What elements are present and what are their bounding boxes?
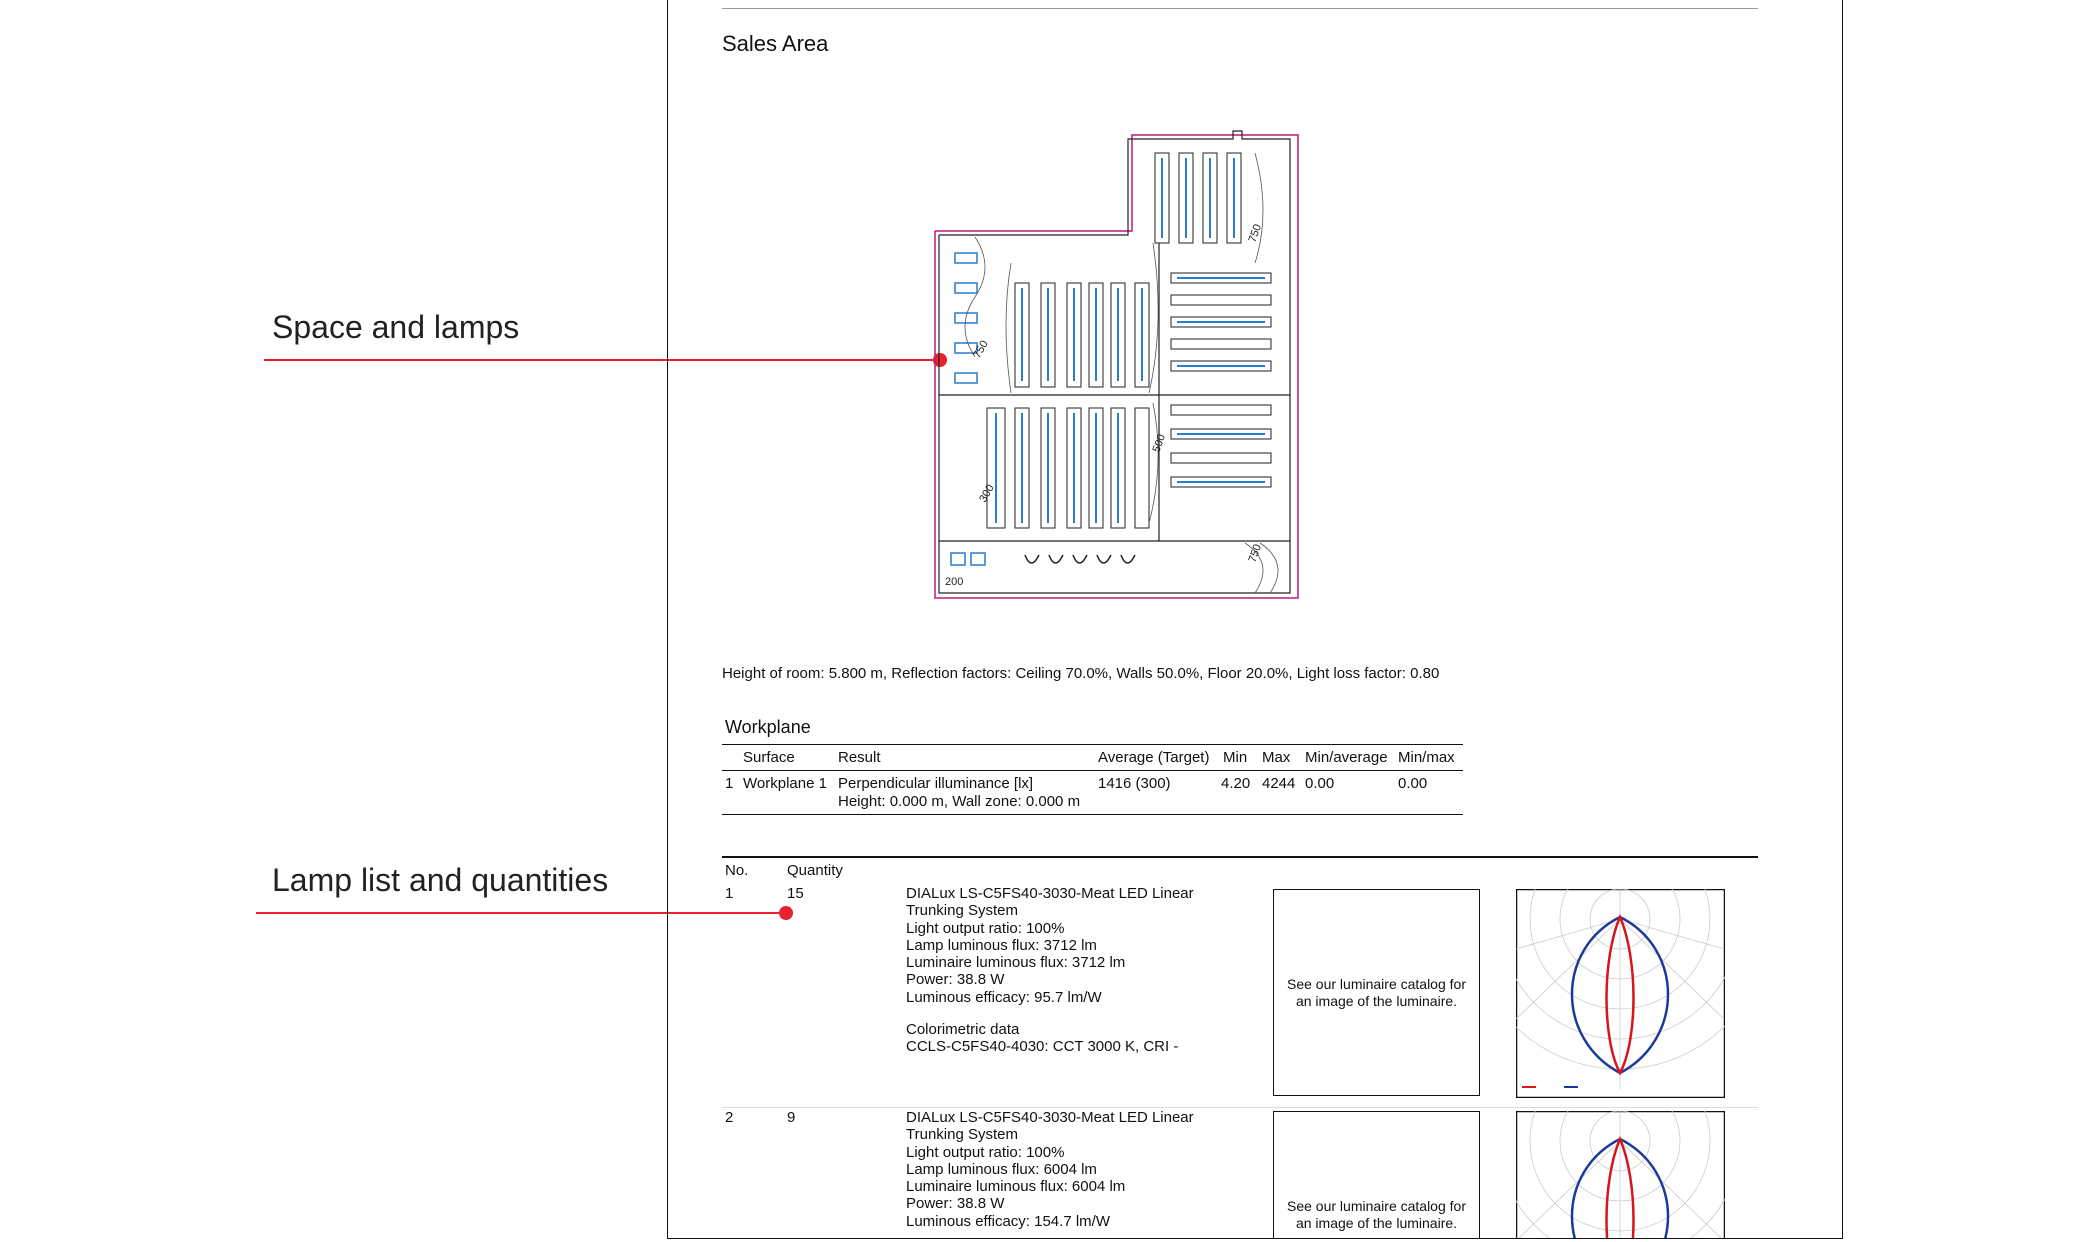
header-average: Average (Target): [1098, 749, 1210, 766]
header-result: Result: [838, 749, 881, 766]
annex-shelves: [1155, 153, 1241, 243]
header-min-max: Min/max: [1398, 749, 1455, 766]
lamp-1-image-placeholder: [1273, 889, 1480, 1096]
header-min-average: Min/average: [1305, 749, 1388, 766]
lamp-1-polar-diagram: [1516, 889, 1725, 1098]
lamp-2-name-line1: DIALux LS-C5FS40-3030-Meat LED Linear: [906, 1109, 1194, 1126]
lamp-1-no: 1: [725, 885, 734, 902]
lamp-1-quantity: 15: [787, 885, 804, 902]
lamp-2-luminaire-flux: Luminaire luminous flux: 6004 lm: [906, 1178, 1126, 1196]
lamp-1-colorimetric-title: Colorimetric data: [906, 1021, 1020, 1039]
right-shelves: [1171, 273, 1271, 487]
lamp-2-lamp-flux: Lamp luminous flux: 6004 lm: [906, 1160, 1097, 1178]
workplane-rule-top: [722, 744, 1463, 745]
isolux-label: 300: [977, 482, 997, 505]
upper-shelves: [1015, 283, 1149, 387]
workplane-rule-bottom: [722, 814, 1463, 815]
callout-space-and-lamps: Space and lamps: [272, 309, 520, 345]
isolux-label: 750: [1246, 542, 1265, 565]
lamp-1-name-line1: DIALux LS-C5FS40-3030-Meat LED Linear: [906, 885, 1194, 902]
isolux-label: 200: [945, 576, 964, 588]
checkouts: [1025, 555, 1135, 563]
lamp-2-quantity: 9: [787, 1109, 796, 1126]
lamp-2-no: 2: [725, 1109, 734, 1126]
row-surface: Workplane 1: [743, 775, 827, 792]
left-fixtures: [951, 253, 985, 565]
top-rule: [722, 8, 1758, 9]
header-max: Max: [1262, 749, 1291, 766]
lamp-list-header-no: No.: [725, 862, 749, 879]
lamp-list-header-quantity: Quantity: [787, 862, 843, 879]
right-lamps: [1177, 278, 1265, 482]
isolux-label: 750: [971, 338, 991, 361]
row-min: 4.20: [1221, 775, 1251, 792]
lamp-1-power: Power: 38.8 W: [906, 971, 1005, 989]
lamp-1-lamp-flux: Lamp luminous flux: 3712 lm: [906, 936, 1097, 954]
lamp-2-details: [906, 1109, 1194, 1230]
row-average: 1416 (300): [1098, 775, 1171, 792]
lamp-1-image-text: See our luminaire catalog for an image of the luminaire.: [1287, 975, 1466, 1009]
lamp-2-image-placeholder: [1273, 1111, 1480, 1239]
lamp-2-efficacy: Luminous efficacy: 154.7 lm/W: [906, 1212, 1110, 1230]
header-surface: Surface: [743, 749, 795, 766]
row-min-max: 0.00: [1398, 775, 1428, 792]
row-no: 1: [725, 775, 734, 792]
lamp-1-name-line2: Trunking System: [906, 902, 1018, 920]
row-min-average: 0.00: [1305, 775, 1335, 792]
room-info: Height of room: 5.800 m, Reflection factors: Ceiling 70.0%, Walls 50.0%, Floor 20.0%, Light loss factor: 0.80: [722, 665, 1440, 682]
lamp-1-colorimetric-value: CCLS-C5FS40-4030: CCT 3000 K, CRI -: [906, 1038, 1179, 1056]
lamp-1-efficacy: Luminous efficacy: 95.7 lm/W: [906, 988, 1102, 1006]
isolux-label: 750: [1246, 222, 1265, 245]
workplane-title: Workplane: [725, 717, 811, 737]
lamp-row-separator: [722, 1107, 1758, 1108]
workplane-rule-header: [722, 770, 1463, 771]
lamp-2-power: Power: 38.8 W: [906, 1195, 1005, 1213]
lamp-1-details: [906, 885, 1194, 1056]
row-result-line2: Height: 0.000 m, Wall zone: 0.000 m: [838, 793, 1081, 810]
lamp-2-image-text: See our luminaire catalog for an image of the luminaire.: [1287, 1197, 1466, 1231]
isolux-label: 500: [1150, 432, 1169, 455]
lamp-1-luminaire-flux: Luminaire luminous flux: 3712 lm: [906, 954, 1126, 972]
lamp-2-output-ratio: Light output ratio: 100%: [906, 1143, 1065, 1161]
lower-shelves: [987, 408, 1149, 528]
row-max: 4244: [1262, 775, 1296, 792]
annex-lamps: [1162, 158, 1234, 238]
header-min: Min: [1223, 749, 1248, 766]
lamp-2-name-line2: Trunking System: [906, 1126, 1018, 1144]
floor-plan: [915, 123, 1315, 603]
callout-lamp-list: Lamp list and quantities: [272, 862, 609, 898]
row-result-line1: Perpendicular illuminance [lx]: [838, 775, 1034, 792]
lamp-1-output-ratio: Light output ratio: 100%: [906, 919, 1065, 937]
lamp-2-polar-diagram: [1516, 1111, 1725, 1239]
page-title: Sales Area: [722, 31, 829, 56]
lamp-list-rule: [722, 856, 1758, 858]
report-page: [667, 0, 1843, 1239]
